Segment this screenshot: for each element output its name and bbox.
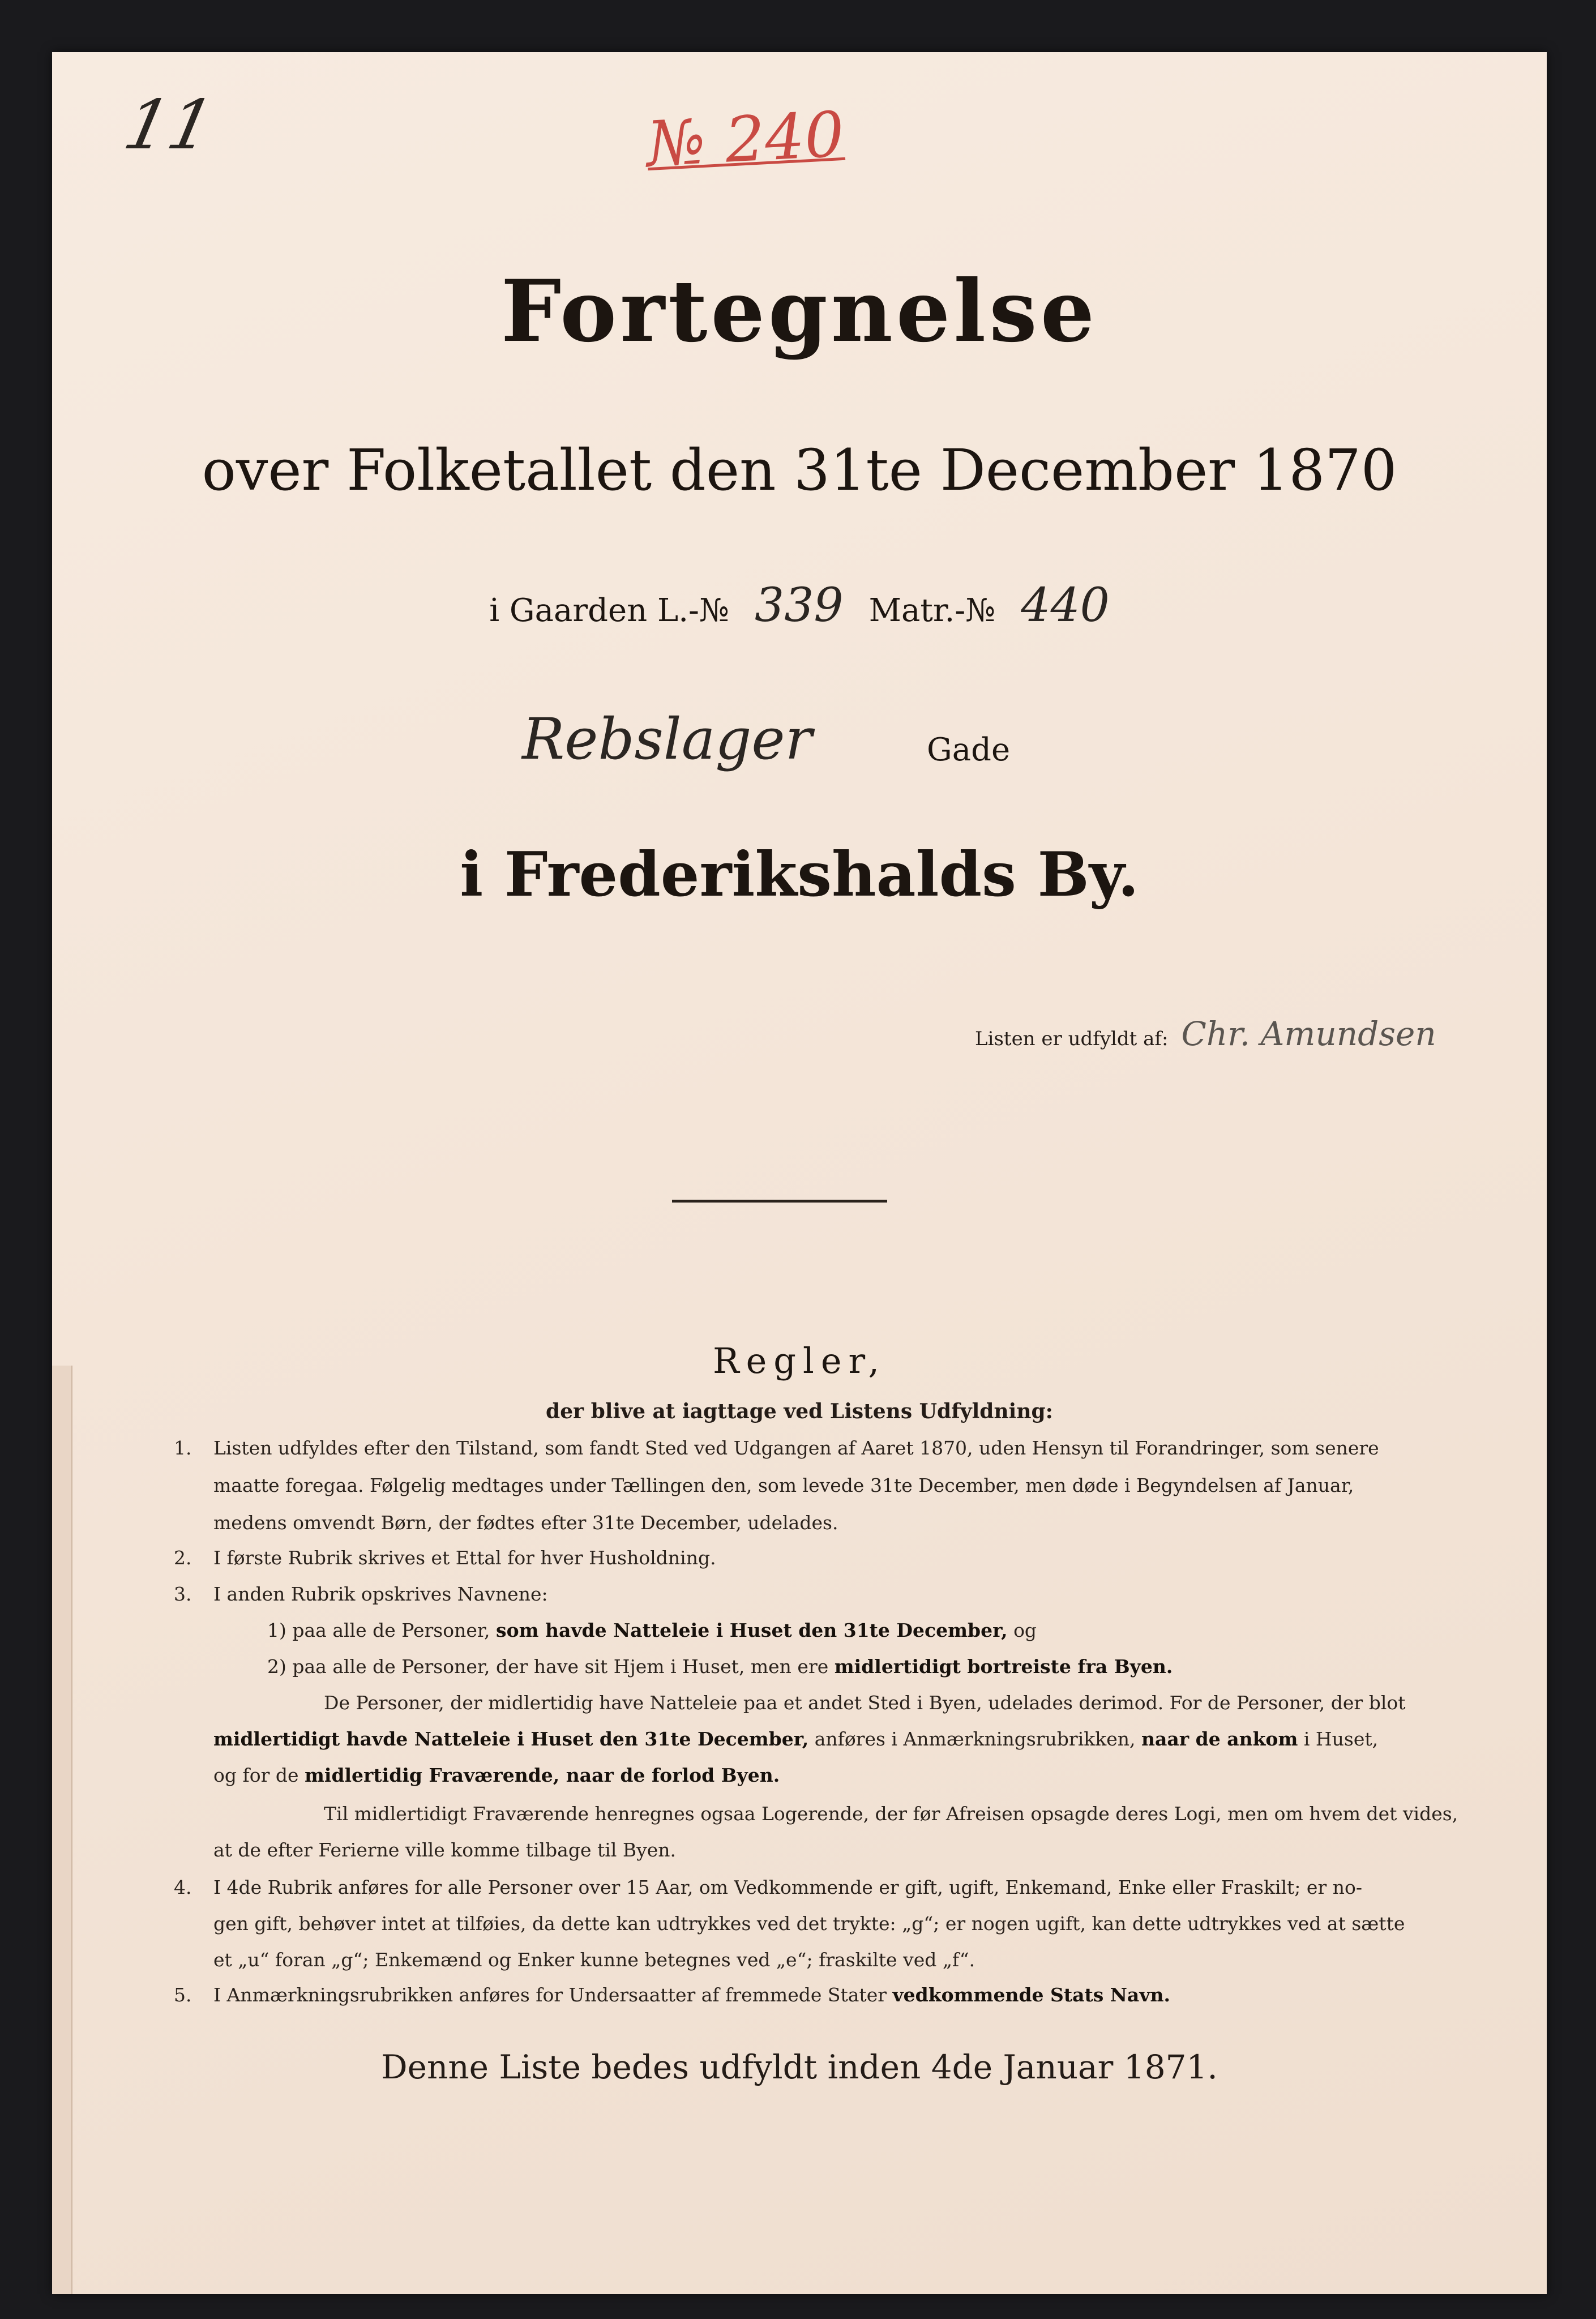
deadline-notice: Denne Liste bedes udfyldt inden 4de Januar 1871. bbox=[381, 2048, 1218, 2086]
rule-3-para-2-line-1: Til midlertidigt Fraværende henregnes ogsaa Logerende, der før Afreisen opsagde deres Logi, men om hvem det vides, bbox=[324, 1803, 1458, 1825]
rule-3-item-a bbox=[267, 1619, 1037, 1642]
rule-1-line-2: maatte foregaa. Følgelig medtages under Tællingen den, som levede 31te December, men døde i Begyndelsen af Januar, bbox=[213, 1474, 1354, 1496]
rule-3-para-1-end: i Huset, bbox=[1298, 1728, 1379, 1750]
rule-1-line-3: medens omvendt Børn, der fødtes efter 31te December, udelades. bbox=[213, 1512, 838, 1534]
rule-3-item-b-text: 2) paa alle de Personer, der have sit Hjem i Huset, men ere bbox=[267, 1655, 835, 1678]
rule-3-number: 3. bbox=[174, 1583, 192, 1605]
rule-3-para-1-line-1: De Personer, der midlertidig have Natteleie paa et andet Sted i Byen, udelades derimod. For de Personer, der blot bbox=[324, 1692, 1406, 1714]
page-title: Fortegnelse bbox=[500, 262, 1098, 361]
rule-3-item-a-end: og bbox=[1007, 1619, 1037, 1641]
rule-4-number: 4. bbox=[174, 1876, 192, 1898]
rule-3-para-1-line-3-bold: midlertidig Fraværende, naar de forlod Byen. bbox=[304, 1764, 780, 1786]
rule-3-para-1-bold-2: naar de ankom bbox=[1141, 1728, 1298, 1750]
rules-heading: Regler, bbox=[712, 1340, 887, 1381]
rule-3-para-1-line-3 bbox=[213, 1764, 780, 1787]
rules-subheading: der blive at iagttage ved Listens Udfyldning: bbox=[546, 1400, 1053, 1423]
rule-1-line-1: Listen udfyldes efter den Tilstand, som fandt Sted ved Udgangen af Aaret 1870, uden Hensyn til Forandringer, som senere bbox=[213, 1437, 1379, 1459]
census-form-page bbox=[52, 52, 1547, 2294]
town-name: i Frederikshalds By. bbox=[460, 839, 1139, 910]
rule-5-text: I Anmærkningsrubrikken anføres for Undersaatter af fremmede Stater bbox=[213, 1984, 893, 2006]
rule-3-item-b-bold: midlertidigt bortreiste fra Byen. bbox=[834, 1655, 1173, 1678]
page-number: 11 bbox=[117, 86, 221, 165]
rule-2-line-1: I første Rubrik skrives et Ettal for hver Husholdning. bbox=[213, 1547, 716, 1569]
street-name: Rebslager bbox=[522, 706, 812, 772]
filled-by-label: Listen er udfyldt af: bbox=[975, 1028, 1169, 1050]
rule-3-para-1-mid: anføres i Anmærkningsrubrikken, bbox=[808, 1728, 1141, 1750]
matr-label: Matr.-№ bbox=[868, 592, 996, 629]
rule-3-line-1: I anden Rubrik opskrives Navnene: bbox=[213, 1583, 548, 1605]
divider bbox=[672, 1200, 887, 1203]
gade-label: Gade bbox=[927, 731, 1011, 768]
rule-3-item-a-text: 1) paa alle de Personer, bbox=[267, 1619, 497, 1641]
rule-3-para-1-bold-1: midlertidigt havde Natteleie i Huset den 31te December, bbox=[213, 1728, 809, 1750]
gaard-label: i Gaarden L.-№ bbox=[489, 592, 729, 629]
rule-1-number: 1. bbox=[174, 1437, 192, 1459]
rule-2-number: 2. bbox=[174, 1547, 192, 1569]
filled-by-line bbox=[975, 1015, 1436, 1053]
filled-by-name: Chr. Amundsen bbox=[1181, 1015, 1436, 1053]
stamp-number: № 240 bbox=[644, 97, 846, 181]
matr-number: 440 bbox=[1021, 579, 1110, 632]
gaard-line bbox=[52, 579, 1547, 632]
rule-5-line-1 bbox=[213, 1984, 1170, 2006]
rule-3-para-2-line-2: at de efter Ferierne ville komme tilbage til Byen. bbox=[213, 1839, 677, 1861]
rule-3-item-b bbox=[267, 1655, 1173, 1678]
rule-3-item-a-bold: som havde Natteleie i Huset den 31te December, bbox=[496, 1619, 1008, 1641]
torn-page-edge bbox=[52, 1366, 72, 2294]
rule-3-para-1-line-3-text: og for de bbox=[213, 1764, 305, 1786]
rule-4-line-1: I 4de Rubrik anføres for alle Personer over 15 Aar, om Vedkommende er gift, ugift, Enkemand, Enke eller Fraskilt; er no- bbox=[213, 1876, 1362, 1898]
page-subtitle: over Folketallet den 31te December 1870 bbox=[202, 437, 1397, 503]
rule-5-bold: vedkommende Stats Navn. bbox=[892, 1984, 1170, 2006]
rule-4-line-2: gen gift, behøver intet at tilføies, da dette kan udtrykkes ved det trykte: „g“; er nogen ugift, kan dette udtrykkes ved at sætte bbox=[213, 1912, 1405, 1935]
rule-4-line-3: et „u“ foran „g“; Enkemænd og Enker kunne betegnes ved „e“; fraskilte ved „f“. bbox=[213, 1949, 975, 1971]
rule-5-number: 5. bbox=[174, 1984, 192, 2006]
rule-3-para-1-line-2 bbox=[213, 1728, 1378, 1751]
gaard-number: 339 bbox=[755, 579, 844, 632]
